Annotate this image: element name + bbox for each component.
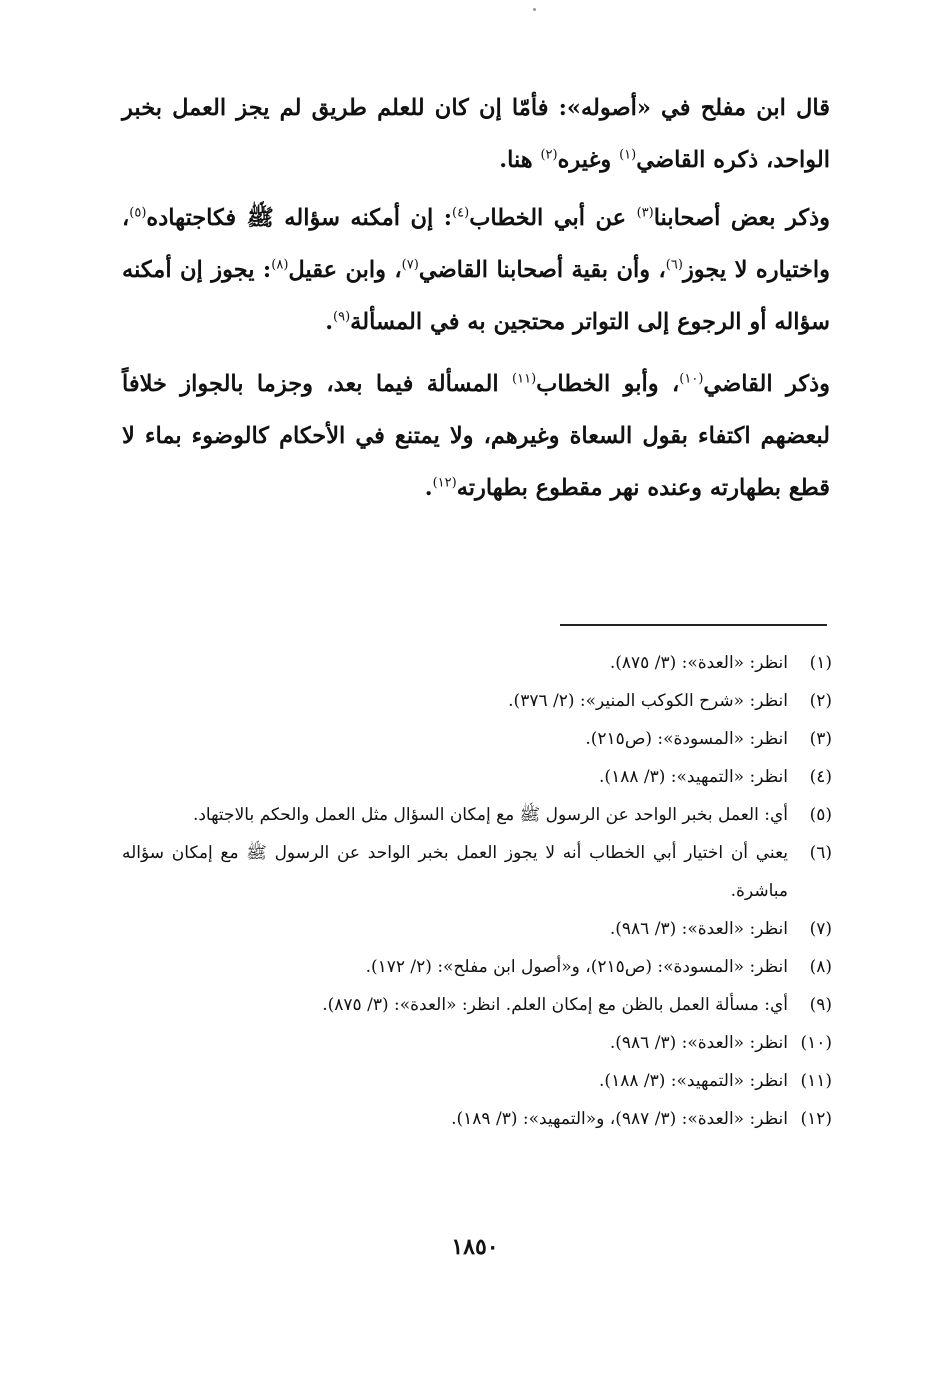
text-run: : يجوز إن أمكنه سؤاله أو الرجوع إلى التواتر محتجين به في المسألة	[122, 257, 830, 335]
footnote-1	[122, 644, 832, 682]
footnote-number: (١٠)	[800, 1033, 832, 1053]
footnote-text: انظر: «العدة»: (٣/ ٩٨٦).	[609, 919, 788, 939]
text-run: : إن أمكنه سؤاله ﷺ فكاجتهاده	[146, 205, 453, 231]
footnote-12	[122, 1100, 832, 1138]
footnote-text: انظر: «شرح الكوكب المنير»: (٢/ ٣٧٦).	[508, 691, 788, 711]
footnote-number: (٣)	[809, 729, 832, 749]
footnote-ref-12[interactable]: (١٢)	[432, 475, 457, 491]
footnote-separator	[560, 624, 827, 626]
paragraph-1	[122, 82, 830, 186]
text-run: هنا.	[499, 147, 541, 173]
footnote-ref-8[interactable]: (٨)	[271, 257, 289, 273]
footnote-7	[122, 910, 832, 948]
text-run: .	[325, 309, 334, 335]
footnote-number: (٨)	[809, 957, 832, 977]
footnote-number: (١١)	[800, 1071, 832, 1091]
footnote-ref-9[interactable]: (٩)	[333, 309, 351, 325]
footnote-ref-1[interactable]: (١)	[619, 147, 637, 163]
footnote-ref-6[interactable]: (٦)	[665, 257, 683, 273]
footnote-number: (١٢)	[800, 1109, 832, 1129]
footnote-2	[122, 682, 832, 720]
footnote-ref-3[interactable]: (٣)	[636, 205, 654, 221]
footnote-ref-4[interactable]: (٤)	[452, 205, 470, 221]
footnote-text: انظر: «العدة»: (٣/ ٩٨٧)، و«التمهيد»: (٣/ ١٨٩).	[451, 1109, 788, 1129]
text-run: ، وأن بقية أصحابنا القاضي	[418, 257, 666, 283]
footnotes	[122, 644, 832, 1138]
footnote-ref-2[interactable]: (٢)	[540, 147, 558, 163]
text-run: وذكر بعض أصحابنا	[653, 205, 830, 231]
footnote-text: انظر: «المسودة»: (ص٢١٥).	[585, 729, 788, 749]
footnote-6	[122, 834, 832, 910]
footnote-number: (٧)	[809, 919, 832, 939]
footnote-10	[122, 1024, 832, 1062]
footnote-number: (٩)	[809, 995, 832, 1015]
footnote-ref-10[interactable]: (١٠)	[679, 371, 704, 387]
footnote-ref-5[interactable]: (٥)	[129, 205, 147, 221]
footnote-number: (٢)	[809, 691, 832, 711]
footnote-text: أي: مسألة العمل بالظن مع إمكان العلم. انظر: «العدة»: (٣/ ٨٧٥).	[322, 995, 788, 1015]
footnote-text: انظر: «العدة»: (٣/ ٩٨٦).	[609, 1033, 788, 1053]
footnote-8	[122, 948, 832, 986]
footnote-11	[122, 1062, 832, 1100]
scan-speck	[533, 8, 536, 11]
text-run: المسألة فيما بعد، وجزما بالجواز خلافاً لبعضهم اكتفاء بقول السعاة وغيرهم، ولا يمتنع في الأحكام كالوضوء بماء لا قطع بطهارته وعنده نهر مقطوع بطهارته	[122, 371, 830, 501]
footnote-text: انظر: «العدة»: (٣/ ٨٧٥).	[609, 653, 788, 673]
footnote-text: أي: العمل بخبر الواحد عن الرسول ﷺ مع إمكان السؤال مثل العمل والحكم بالاجتهاد.	[192, 805, 788, 825]
main-text	[122, 82, 830, 514]
text-run: وغيره	[557, 147, 620, 173]
footnote-number: (١)	[809, 653, 832, 673]
footnote-ref-7[interactable]: (٧)	[401, 257, 419, 273]
paragraph-2	[122, 192, 830, 348]
footnote-text: انظر: «التمهيد»: (٣/ ١٨٨).	[599, 767, 788, 787]
footnote-text: يعني أن اختيار أبي الخطاب أنه لا يجوز العمل بخبر الواحد عن الرسول ﷺ مع إمكان سؤاله مباشرة.	[122, 843, 788, 901]
text-run: ، وأبو الخطاب	[536, 371, 680, 397]
footnote-3	[122, 720, 832, 758]
footnote-ref-11[interactable]: (١١)	[512, 371, 537, 387]
footnote-number: (٤)	[809, 767, 832, 787]
text-run: قال ابن مفلح في «أصوله»: فأمّا إن كان للعلم طريق لم يجز العمل بخبر الواحد، ذكره القاضي	[122, 95, 830, 173]
text-run: ، وابن عقيل	[288, 257, 402, 283]
footnote-4	[122, 758, 832, 796]
text-run: عن أبي الخطاب	[469, 205, 637, 231]
page-number: ١٨٥٠	[451, 1234, 499, 1260]
footnote-number: (٦)	[809, 843, 832, 863]
footnote-9	[122, 986, 832, 1024]
footnote-text: انظر: «المسودة»: (ص٢١٥)، و«أصول ابن مفلح»: (٢/ ١٧٢).	[365, 957, 788, 977]
paragraph-3	[122, 358, 830, 514]
footnote-number: (٥)	[809, 805, 832, 825]
footnote-text: انظر: «التمهيد»: (٣/ ١٨٨).	[599, 1071, 788, 1091]
text-run: ، واختياره لا يجوز	[122, 205, 831, 283]
footnote-5	[122, 796, 832, 834]
text-run: وذكر القاضي	[703, 371, 830, 397]
text-run: .	[424, 475, 433, 501]
